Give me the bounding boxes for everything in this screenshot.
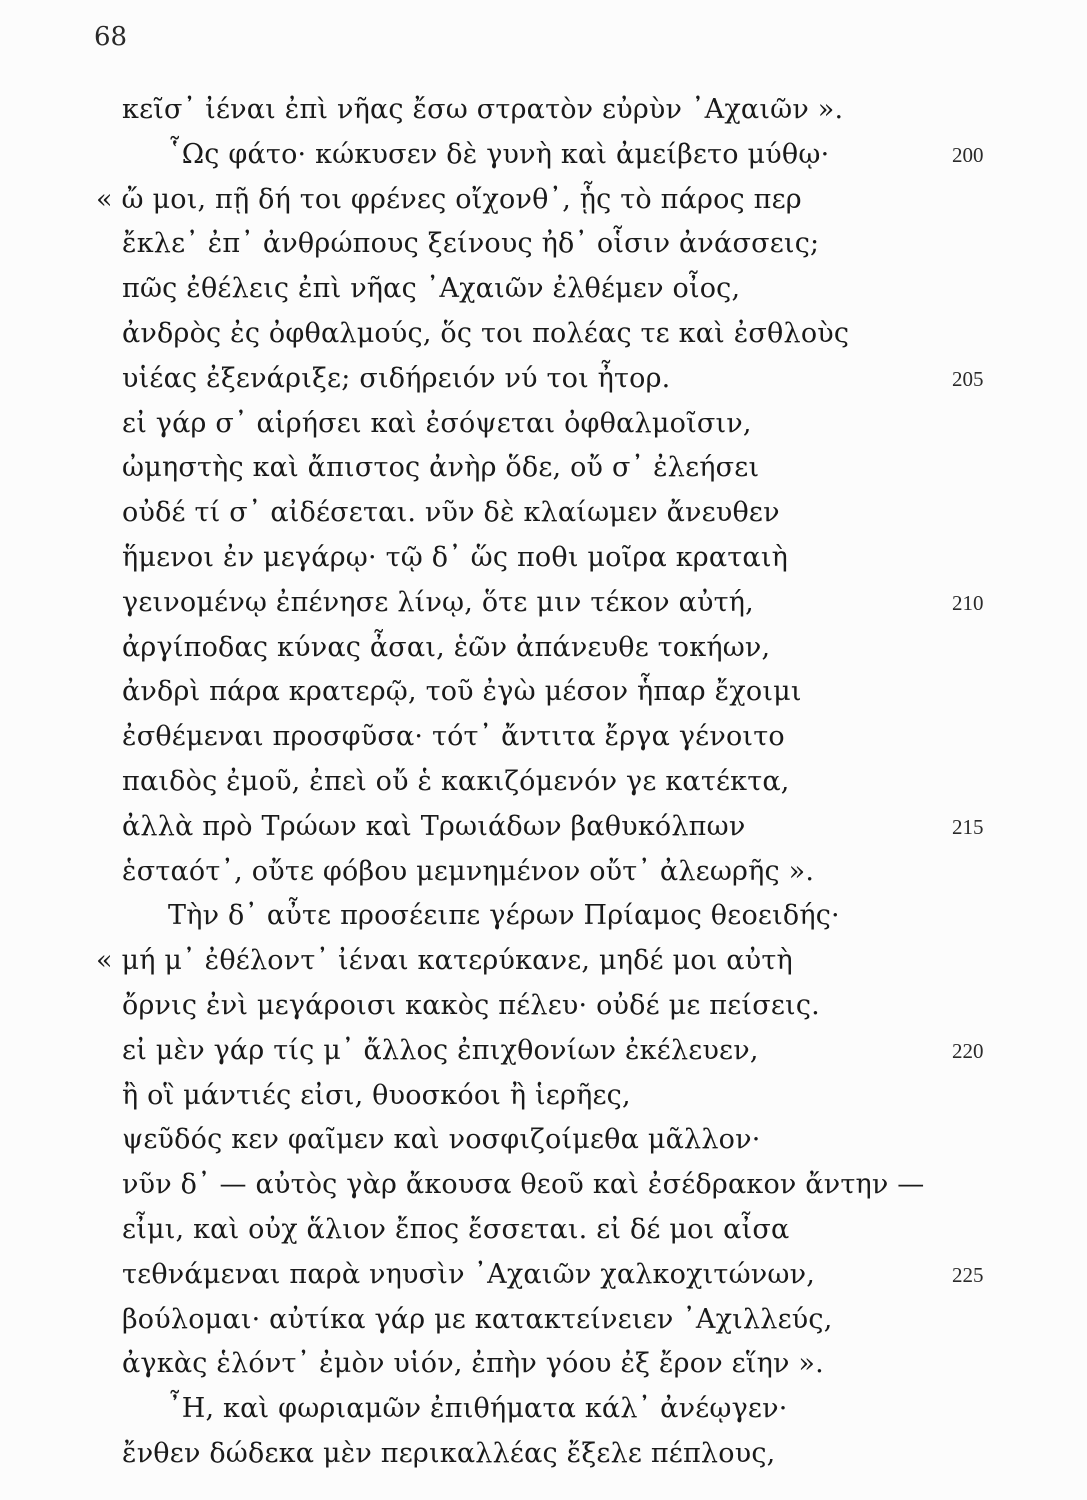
verse-line xyxy=(0,626,1087,671)
verse-text: ἢ οἳ μάντιές εἰσι, θυοσκόοι ἢ ἱερῆες, xyxy=(122,1079,631,1111)
verse-text: εἰ γάρ σ᾿ αἱρήσει καὶ ἐσόψεται ὀφθαλμοῖσιν, xyxy=(122,407,752,439)
verse-text: ἑσταότ᾿, οὔτε φόβου μεμνημένον οὔτ᾿ ἀλεωρῆς ». xyxy=(122,855,815,887)
verse-line xyxy=(0,1432,1087,1477)
verse-line xyxy=(0,1074,1087,1119)
verse-text: ἥμενοι ἐν μεγάρῳ· τῷ δ᾿ ὥς ποθι μοῖρα κραταιὴ xyxy=(122,541,789,573)
verse-line xyxy=(0,178,1087,223)
verse-text: γεινομένῳ ἐπένησε λίνῳ, ὅτε μιν τέκον αὐτή, xyxy=(122,586,754,618)
line-number: 225 xyxy=(952,1262,984,1287)
verse-line xyxy=(0,133,1087,178)
verse-line xyxy=(0,1118,1087,1163)
verse-text: ἀργίποδας κύνας ἆσαι, ἑῶν ἀπάνευθε τοκήων, xyxy=(122,631,771,663)
page-number: 68 xyxy=(94,22,128,52)
verse-line xyxy=(0,850,1087,895)
line-number: 210 xyxy=(952,590,984,615)
verse-line xyxy=(0,402,1087,447)
verse-line xyxy=(0,1342,1087,1387)
verse-text: ἀγκὰς ἑλόντ᾿ ἐμὸν υἱόν, ἐπὴν γόου ἐξ ἔρον εἵην ». xyxy=(122,1348,824,1380)
verse-text: παιδὸς ἐμοῦ, ἐπεὶ οὔ ἑ κακιζόμενόν γε κατέκτα, xyxy=(122,765,790,797)
verse-text: « ὤ μοι, πῇ δή τοι φρένες οἴχονθ᾿, ᾗς τὸ πάρος περ xyxy=(96,183,802,215)
verse-line xyxy=(0,715,1087,760)
verse-line xyxy=(0,491,1087,536)
verse-text: ἐσθέμεναι προσφῦσα· τότ᾿ ἄντιτα ἔργα γένοιτο xyxy=(122,721,785,753)
verse-line xyxy=(0,267,1087,312)
verse-text: ἔκλε᾿ ἐπ᾿ ἀνθρώπους ξείνους ἠδ᾿ οἷσιν ἀνάσσεις; xyxy=(122,228,820,260)
verse-line xyxy=(0,312,1087,357)
verse-line xyxy=(0,1253,1087,1298)
verse-text: βούλομαι· αὐτίκα γάρ με κατακτείνειεν ᾿Αχιλλεύς, xyxy=(122,1303,833,1335)
verse-text: πῶς ἐθέλεις ἐπὶ νῆας ᾿Αχαιῶν ἐλθέμεν οἶος, xyxy=(122,273,741,305)
verse-text: οὐδέ τί σ᾿ αἰδέσεται. νῦν δὲ κλαίωμεν ἄνευθεν xyxy=(122,497,780,529)
verse-line xyxy=(0,581,1087,626)
verse-text: εἶμι, καὶ οὐχ ἅλιον ἔπος ἔσσεται. εἰ δέ μοι αἶσα xyxy=(122,1213,790,1245)
verse-text: ψεῦδός κεν φαῖμεν καὶ νοσφιζοίμεθα μᾶλλον· xyxy=(122,1124,761,1156)
verse-text: « μή μ᾿ ἐθέλοντ᾿ ἰέναι κατερύκανε, μηδέ μοι αὐτὴ xyxy=(96,945,793,977)
verse-text: ὠμηστὴς καὶ ἄπιστος ἀνὴρ ὅδε, οὔ σ᾿ ἐλεήσει xyxy=(122,452,760,484)
verse-text: ῏Η, καὶ φωριαμῶν ἐπιθήματα κάλ᾿ ἀνέῳγεν· xyxy=(168,1393,788,1425)
line-number: 205 xyxy=(952,366,984,391)
verse-text: ἀνδρὸς ἐς ὀφθαλμούς, ὅς τοι πολέας τε καὶ ἐσθλοὺς xyxy=(122,317,850,349)
verse-text: κεῖσ᾿ ἰέναι ἐπὶ νῆας ἔσω στρατὸν εὐρὺν ᾿Αχαιῶν ». xyxy=(122,94,844,125)
verse-text: νῦν δ᾿ — αὐτὸς γὰρ ἄκουσα θεοῦ καὶ ἐσέδρακον ἄντην — xyxy=(122,1169,925,1201)
line-number: 200 xyxy=(952,142,984,167)
verse-text: Τὴν δ᾿ αὖτε προσέειπε γέρων Πρίαμος θεοειδής· xyxy=(168,900,840,932)
verse-text: ῟Ως φάτο· κώκυσεν δὲ γυνὴ καὶ ἀμείβετο μύθῳ· xyxy=(168,138,830,170)
verse-line xyxy=(0,760,1087,805)
verse-line xyxy=(0,894,1087,939)
verse-line xyxy=(0,1163,1087,1208)
verse-line xyxy=(0,222,1087,267)
verse-line xyxy=(0,1029,1087,1074)
verse-text: υἱέας ἐξενάριξε; σιδήρειόν νύ τοι ἦτορ. xyxy=(122,362,671,394)
verse-line xyxy=(0,939,1087,984)
verse-text: ἔνθεν δώδεκα μὲν περικαλλέας ἔξελε πέπλους, xyxy=(122,1437,776,1469)
verse-text: ὄρνις ἐνὶ μεγάροισι κακὸς πέλευ· οὐδέ με πείσεις. xyxy=(122,989,820,1021)
verse-line xyxy=(0,984,1087,1029)
verse-line xyxy=(0,805,1087,850)
verse-line xyxy=(0,1298,1087,1343)
line-number: 220 xyxy=(952,1038,984,1063)
verse-text: ἀλλὰ πρὸ Τρώων καὶ Τρωιάδων βαθυκόλπων xyxy=(122,810,746,842)
verse-line xyxy=(0,1208,1087,1253)
line-number: 215 xyxy=(952,814,984,839)
verse-line xyxy=(0,88,1087,133)
verse-line xyxy=(0,1387,1087,1432)
verse-line xyxy=(0,446,1087,491)
verse-text: τεθνάμεναι παρὰ νηυσὶν ᾿Αχαιῶν χαλκοχιτώνων, xyxy=(122,1258,816,1290)
verse-line xyxy=(0,357,1087,402)
verse-text: ἀνδρὶ πάρα κρατερῷ, τοῦ ἐγὼ μέσον ἧπαρ ἔχοιμι xyxy=(122,676,802,708)
verse-text: εἰ μὲν γάρ τίς μ᾿ ἄλλος ἐπιχθονίων ἐκέλευεν, xyxy=(122,1034,759,1066)
verse-line xyxy=(0,670,1087,715)
verse-block xyxy=(0,88,1087,1477)
verse-line xyxy=(0,536,1087,581)
